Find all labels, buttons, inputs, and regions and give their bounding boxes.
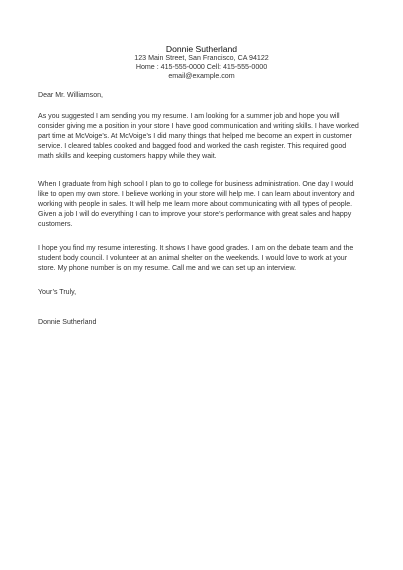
sender-name: Donnie Sutherland <box>165 44 238 54</box>
greeting: Dear Mr. Williamson, <box>38 92 103 99</box>
paragraph-1-line: part time at McVoige’s. At McVoige’s I did many things that helped me become an expert in customer <box>38 133 352 140</box>
paragraph-1-line: service. I cleared tables cooked and bagged food and worked the cash register. This required good <box>38 143 347 150</box>
sender-email: email@example.com <box>168 72 235 81</box>
paragraph-1-line: As you suggested I am sending you my resume. I am looking for a summer job and hope you will <box>38 113 340 120</box>
paragraph-2-line: working with people in sales. It will help me learn more about communicating with all types of people. <box>38 201 353 208</box>
sender-address: 123 Main Street, San Francisco, CA 94122 <box>134 54 269 62</box>
paragraph-1-line: consider giving me a position in your store I have good communication and writing skills. I have worked <box>38 123 359 130</box>
signature: Donnie Sutherland <box>38 319 97 326</box>
closing: Your’s Truly, <box>38 289 77 296</box>
paragraph-2 <box>38 180 368 230</box>
paragraph-2-line: Given a job I will do everything I can to improve your store’s performance with great sales and happy <box>38 211 352 218</box>
letter-header <box>0 44 403 82</box>
paragraph-2-line: customers. <box>38 221 73 228</box>
paragraph-3-line: student body council. I volunteer at an animal shelter on the weekends. I would love to work at your <box>38 255 348 262</box>
paragraph-1 <box>38 112 368 162</box>
sender-phones: Home : 415-555-0000 Cell: 415-555-0000 <box>135 63 268 72</box>
paragraph-2-line: When I graduate from high school I plan to go to college for business administration. One day I would <box>38 181 354 188</box>
letter-body <box>38 91 368 328</box>
paragraph-3 <box>38 244 368 274</box>
paragraph-2-line: like to open my own store. I believe working in your store will help me. I can learn about inventory and <box>38 191 355 198</box>
paragraph-3-line: I hope you find my resume interesting. It shows I have good grades. I am on the debate team and the <box>38 245 354 252</box>
paragraph-3-line: store. My phone number is on my resume. Call me and we can set up an interview. <box>38 265 297 272</box>
paragraph-1-line: math skills and keeping customers happy while they wait. <box>38 153 217 160</box>
